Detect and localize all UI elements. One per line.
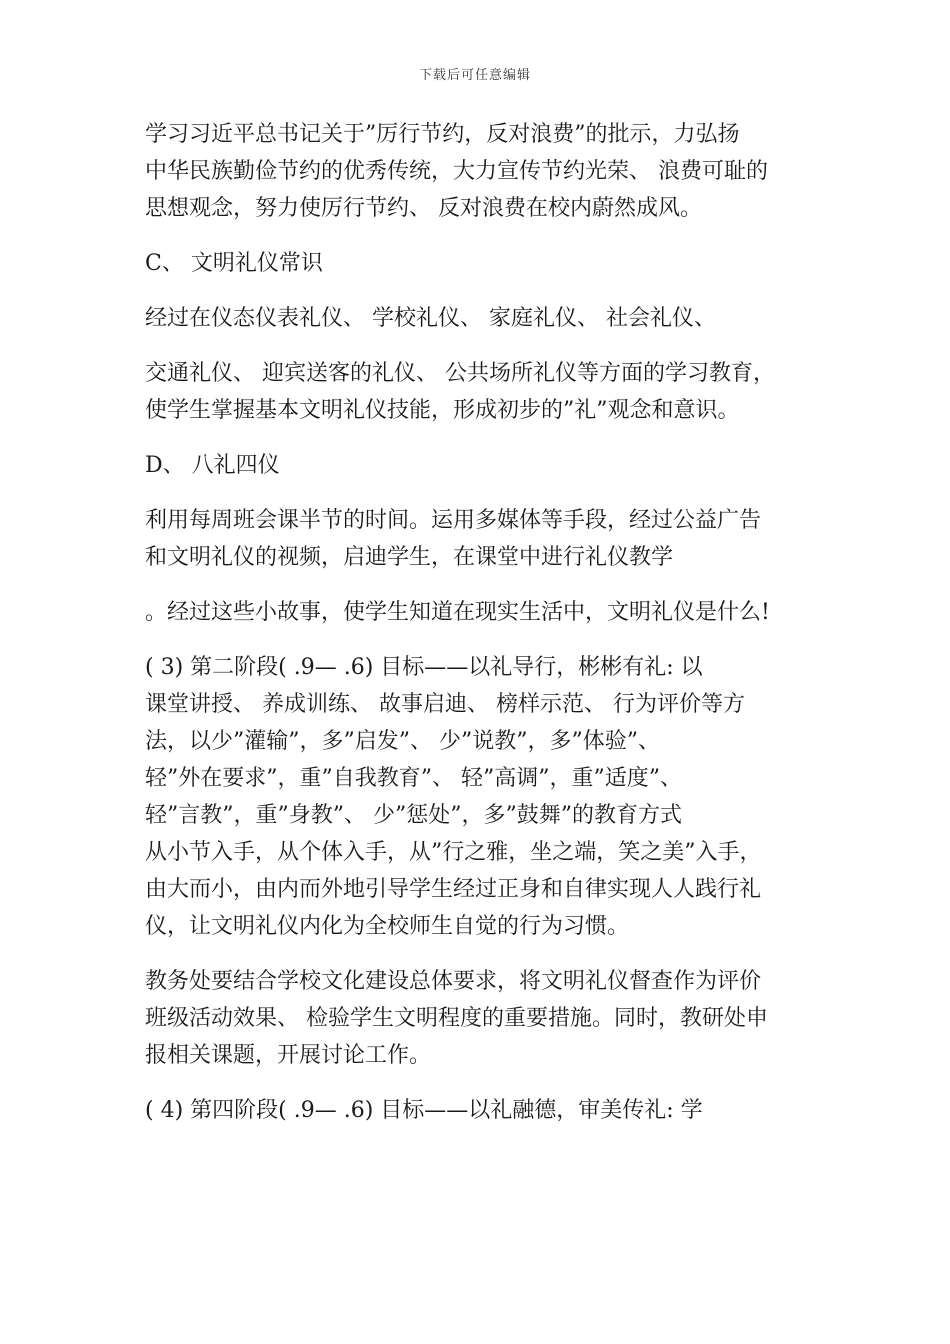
paragraph-stage-three — [145, 649, 810, 945]
text-line: 报相关课题，开展讨论工作。 — [145, 1043, 432, 1068]
text-line: 班级活动效果、 检验学生文明程度的重要措施。同时，教研处申 — [145, 1006, 768, 1031]
text-line: 由大而小，由内而外地引导学生经过正身和自律实现人人践行礼 — [145, 877, 762, 902]
text-line: 使学生掌握基本文明礼仪技能，形成初步的”礼”观念和意识。 — [145, 398, 740, 423]
paragraph-etiquette-list — [145, 300, 810, 337]
text-line: 交通礼仪、 迎宾送客的礼仪、 公共场所礼仪等方面的学习教育， — [145, 361, 775, 386]
text-line: 仪，让文明礼仪内化为全校师生自觉的行为习惯。 — [145, 914, 630, 939]
page-header: 下载后可任意编辑 — [418, 68, 531, 83]
paragraph-stories — [145, 594, 810, 631]
paragraph-class-meeting — [145, 502, 810, 576]
document-body — [145, 116, 810, 1147]
paragraph-academic-office — [145, 963, 810, 1074]
text-line: 法，以少”灌输”，多”启发”、 少”说教”，多”体验”、 — [145, 729, 660, 754]
text-line: 思想观念，努力使厉行节约、 反对浪费在校内蔚然成风。 — [145, 196, 702, 221]
text-line: ( 3) 第二阶段( .9— .6) 目标——以礼导行，彬彬有礼: 以 — [145, 655, 703, 680]
text-line: 教务处要结合学校文化建设总体要求，将文明礼仪督查作为评价 — [145, 969, 762, 994]
text-line: 经过在仪态仪表礼仪、 学校礼仪、 家庭礼仪、 社会礼仪、 — [145, 306, 716, 331]
text-line: 课堂讲授、 养成训练、 故事启迪、 榜样示范、 行为评价等方 — [145, 692, 745, 717]
text-line: ( 4) 第四阶段( .9— .6) 目标——以礼融德，审美传礼: 学 — [145, 1098, 703, 1123]
text-line: 轻”言教”，重”身教”、 少”惩处”，多”鼓舞”的教育方式 — [145, 803, 682, 828]
text-line: C、 文明礼仪常识 — [145, 251, 323, 276]
text-line: D、 八礼四仪 — [145, 453, 280, 478]
paragraph-stage-four — [145, 1092, 810, 1129]
text-line: 从小节入手，从个体入手，从”行之雅，坐之端，笑之美”入手， — [145, 840, 762, 865]
text-line: 。经过这些小故事，使学生知道在现实生活中，文明礼仪是什么! — [145, 600, 770, 625]
text-line: 和文明礼仪的视频，启迪学生，在课堂中进行礼仪教学 — [145, 545, 674, 570]
section-heading-c — [145, 245, 810, 282]
text-line: 学习习近平总书记关于”厉行节约，反对浪费”的批示，力弘扬 — [145, 122, 740, 147]
paragraph-thrift — [145, 116, 810, 227]
text-line: 利用每周班会课半节的时间。运用多媒体等手段，经过公益广告 — [145, 508, 762, 533]
text-line: 中华民族勤俭节约的优秀传统，大力宣传节约光荣、 浪费可耻的 — [145, 159, 768, 184]
text-line: 轻”外在要求”，重”自我教育”、 轻”高调”，重”适度”、 — [145, 766, 682, 791]
paragraph-etiquette-education — [145, 355, 810, 429]
section-heading-d — [145, 447, 810, 484]
